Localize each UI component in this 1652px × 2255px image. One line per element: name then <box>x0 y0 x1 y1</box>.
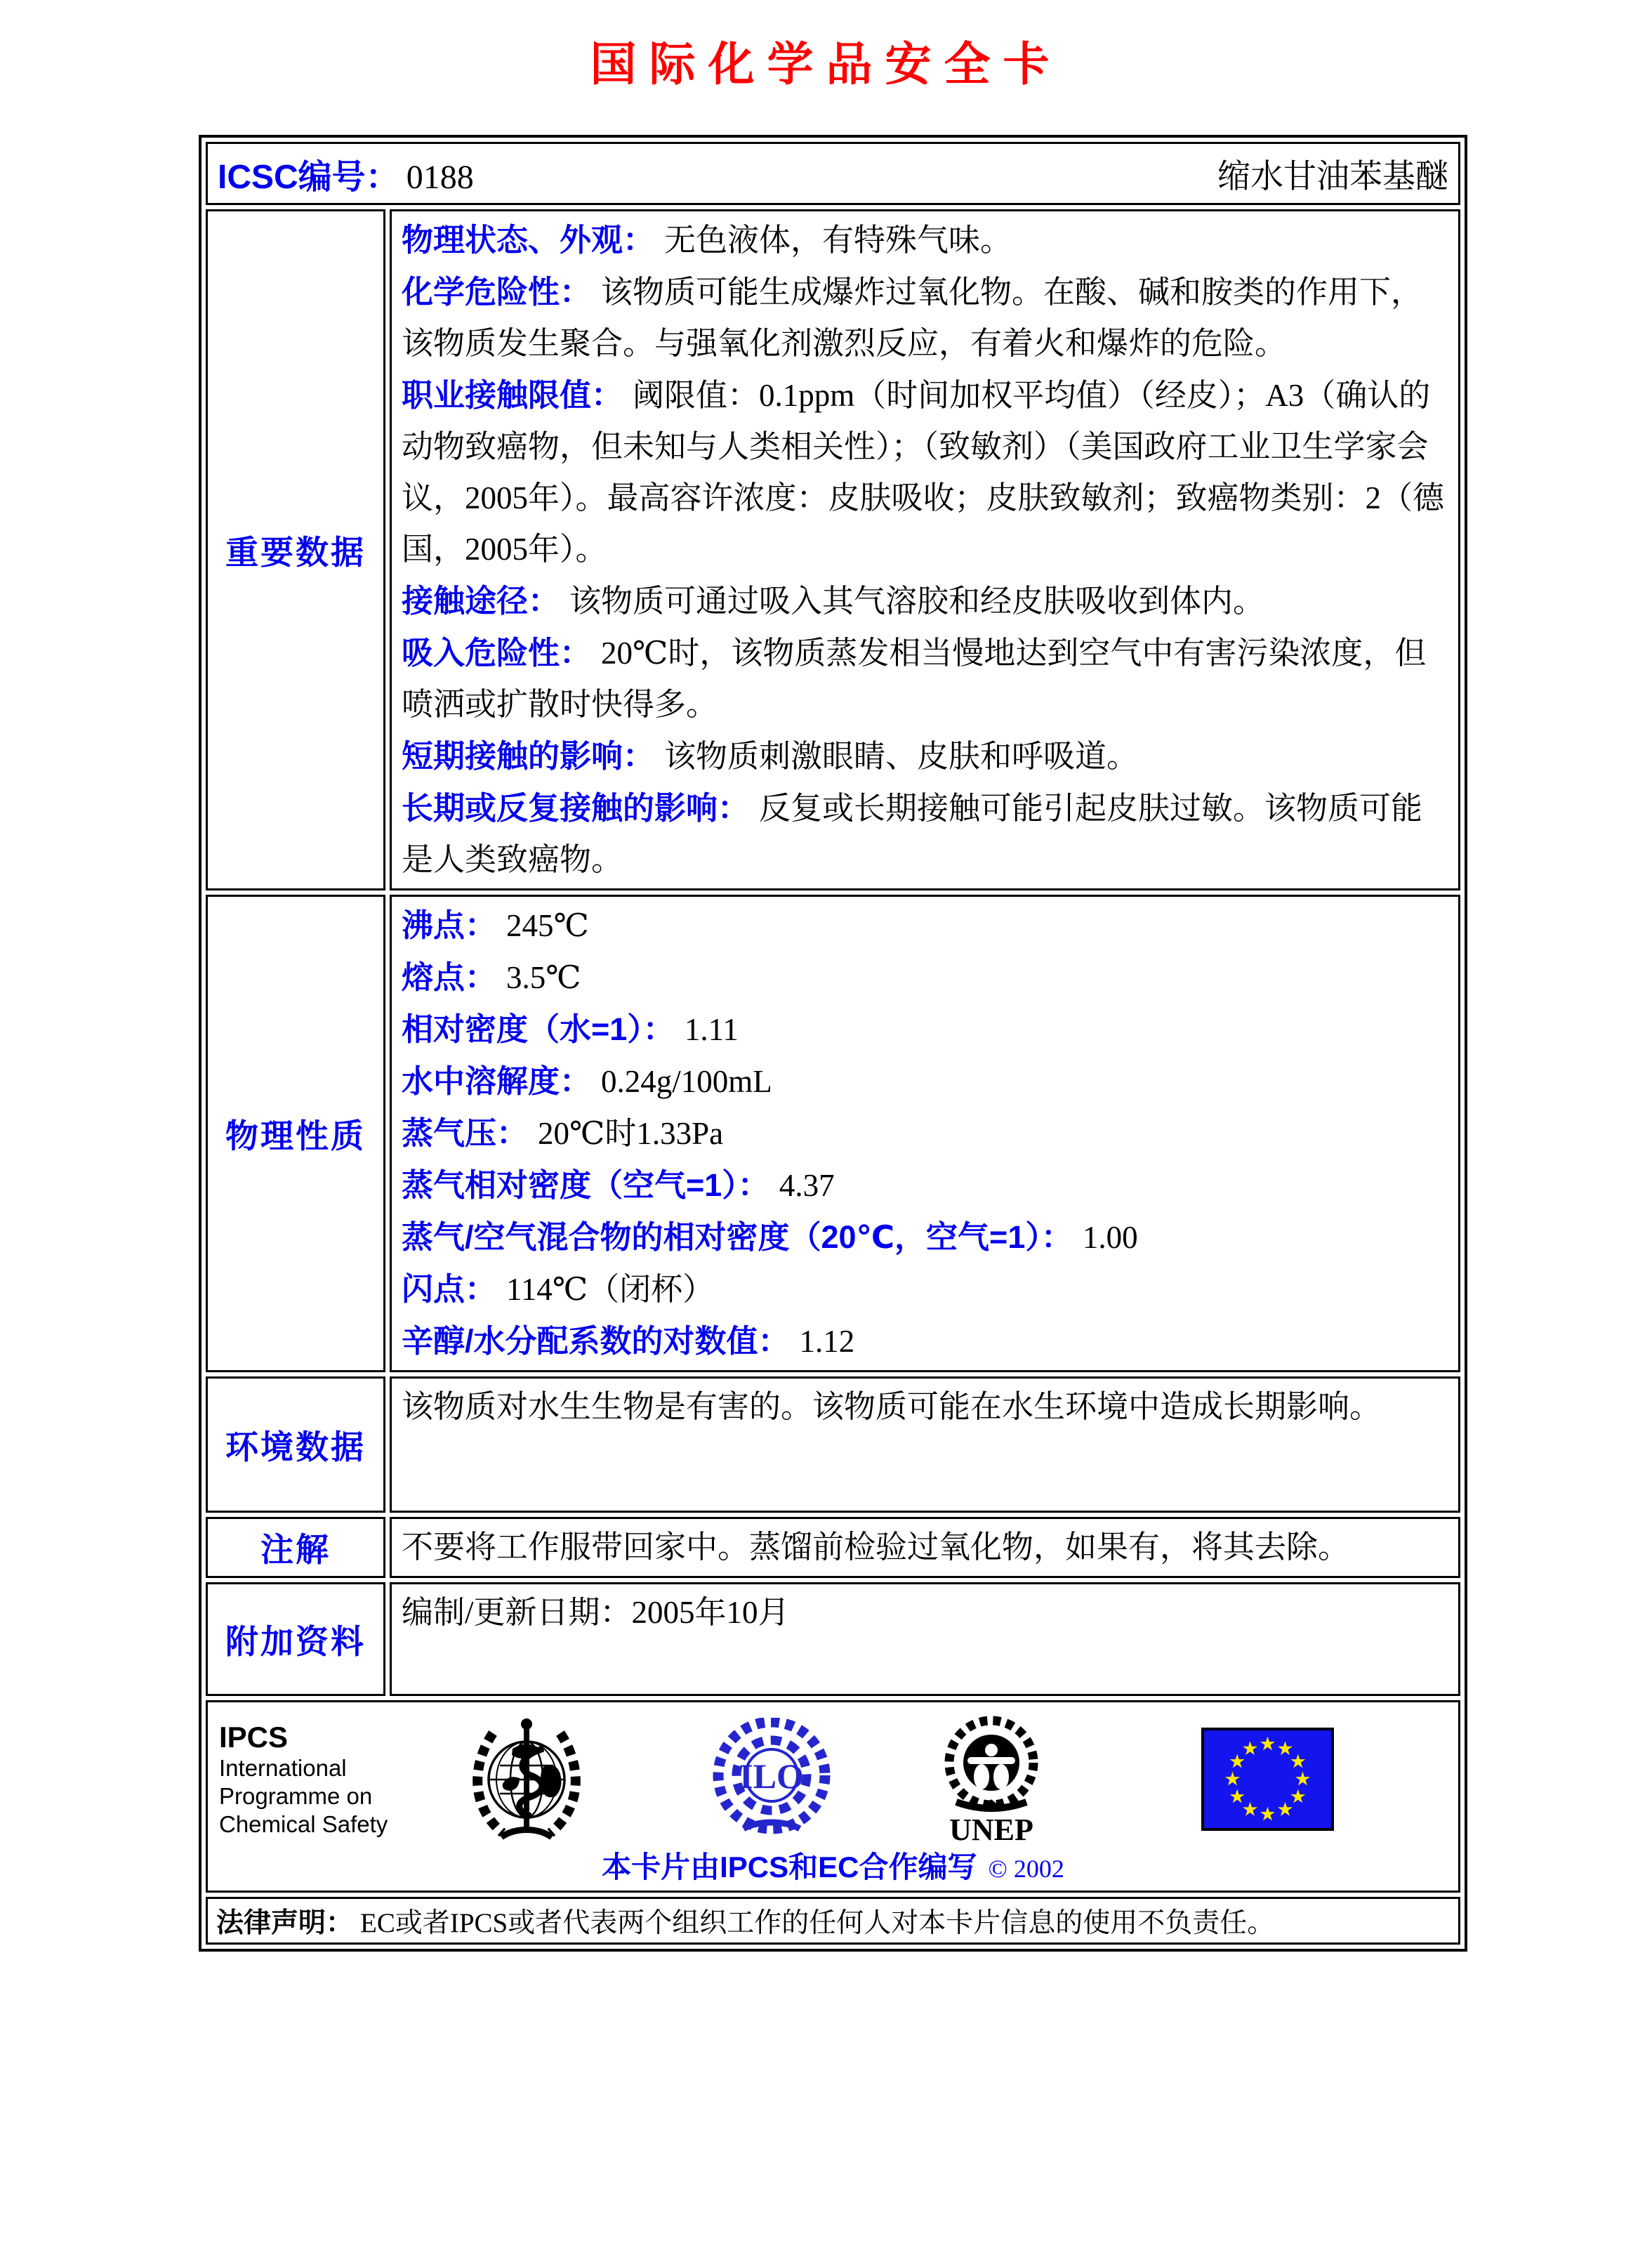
section-row-physical-properties <box>206 895 1460 1372</box>
ipcs-text-block <box>219 1721 388 1839</box>
row-label-additional-information: 附加资料 <box>206 1582 385 1696</box>
field-label: 接触途径： <box>402 583 560 619</box>
important-item <box>402 214 1448 266</box>
ilo-label: ILO <box>739 1756 804 1796</box>
ipcs-line: Chemical Safety <box>219 1811 388 1837</box>
field-label: 物理状态、外观： <box>402 222 655 258</box>
field-text: 20℃时1.33Pa <box>538 1116 724 1151</box>
icsc-card-table <box>199 135 1467 1952</box>
field-label: 短期接触的影响： <box>402 738 655 774</box>
section-row-important-data <box>206 209 1460 890</box>
header-row <box>206 142 1460 205</box>
environmental-data-content: 该物质对水生生物是有害的。该物质可能在水生环境中造成长期影响。 <box>390 1376 1460 1513</box>
property-item <box>402 1159 1448 1211</box>
field-label: 闪点： <box>402 1271 497 1307</box>
property-item <box>402 900 1448 952</box>
important-item <box>402 730 1448 782</box>
important-item <box>402 627 1448 730</box>
field-text: 无色液体，有特殊气味。 <box>664 223 1012 258</box>
field-text: 245℃ <box>506 908 589 943</box>
ipcs-line: Programme on <box>219 1783 373 1809</box>
property-item <box>402 1056 1448 1107</box>
field-label: 化学危险性： <box>402 274 592 310</box>
property-item <box>402 1107 1448 1159</box>
row-label-physical-properties: 物理性质 <box>206 895 385 1372</box>
field-text: 1.12 <box>799 1324 855 1359</box>
row-label-notes: 注解 <box>206 1517 385 1578</box>
important-item <box>402 369 1448 575</box>
important-item <box>402 782 1448 886</box>
important-item <box>402 575 1448 627</box>
credit-text: 本卡片由IPCS和EC合作编写 <box>602 1850 977 1883</box>
property-item <box>402 1004 1448 1056</box>
field-text: 1.11 <box>684 1012 739 1047</box>
property-item <box>402 952 1448 1004</box>
eu-flag-icon <box>1201 1728 1334 1834</box>
field-text: 反复或长期接触可能引起皮肤过敏。该物质可能是人类致癌物。 <box>402 791 1423 877</box>
unep-label: UNEP <box>949 1813 1033 1847</box>
section-row-notes <box>206 1517 1460 1578</box>
field-label: 熔点： <box>402 959 497 995</box>
legal-row <box>206 1897 1460 1945</box>
page-title: 国际化学品安全卡 <box>590 39 1062 91</box>
field-text: 3.5℃ <box>506 960 581 995</box>
row-label-environmental-data: 环境数据 <box>206 1376 385 1513</box>
field-label: 长期或反复接触的影响： <box>402 790 750 826</box>
legal-text: EC或者IPCS或者代表两个组织工作的任何人对本卡片信息的使用不负责任。 <box>360 1908 1275 1938</box>
additional-information-content: 编制/更新日期：2005年10月 <box>390 1582 1460 1696</box>
section-row-additional-information <box>206 1582 1460 1696</box>
field-label: 水中溶解度： <box>402 1063 592 1099</box>
field-label: 职业接触限值： <box>402 377 623 413</box>
field-text: 1.00 <box>1082 1220 1138 1255</box>
ipcs-acronym: IPCS <box>219 1721 289 1754</box>
important-item <box>402 266 1448 369</box>
legal-label: 法律声明： <box>216 1908 354 1938</box>
credit-line <box>208 1844 1458 1886</box>
field-text: 该物质刺激眼睛、皮肤和呼吸道。 <box>664 739 1139 774</box>
notes-content: 不要将工作服带回家中。蒸馏前检验过氧化物，如果有，将其去除。 <box>390 1517 1460 1578</box>
field-text: 4.37 <box>779 1168 835 1203</box>
field-text: 该物质可通过吸入其气溶胶和经皮肤吸收到体内。 <box>569 584 1265 619</box>
field-label: 辛醇/水分配系数的对数值： <box>402 1323 790 1359</box>
ilo-logo-icon <box>708 1718 835 1842</box>
icsc-number-label: ICSC编号： <box>218 158 399 196</box>
who-logo-icon <box>466 1712 587 1846</box>
important-data-content <box>390 209 1460 890</box>
row-label-important-data: 重要数据 <box>206 209 385 890</box>
field-label: 相对密度（水=1）： <box>402 1011 675 1047</box>
field-text: 该物质可能生成爆炸过氧化物。在酸、碱和胺类的作用下，该物质发生聚合。与强氧化剂激烈反应，有着火和爆炸的危险。 <box>402 275 1423 361</box>
field-label: 蒸气/空气混合物的相对密度（20℃，空气=1）： <box>402 1219 1073 1255</box>
footer-row <box>206 1700 1460 1893</box>
field-text: 20℃时，该物质蒸发相当慢地达到空气中有害污染浓度，但喷洒或扩散时快得多。 <box>402 636 1427 722</box>
copyright-text: © 2002 <box>988 1855 1064 1883</box>
ipcs-line: International <box>219 1755 347 1781</box>
unep-logo-icon <box>931 1712 1052 1850</box>
property-item <box>402 1315 1448 1367</box>
chemical-name: 缩水甘油苯基醚 <box>1217 158 1448 195</box>
physical-properties-content <box>390 895 1460 1372</box>
field-text: 114℃（闭杯） <box>506 1272 715 1307</box>
field-text: 阈限值：0.1ppm（时间加权平均值）（经皮）；A3（确认的动物致癌物，但未知与人类相关性）；（致敏剂）（美国政府工业卫生学家会议，2005年）。最高容许浓度：皮肤吸收；皮肤致敏剂；致癌物类别：2（德国，2005年）。 <box>402 378 1445 567</box>
icsc-number-value: 0188 <box>406 158 474 196</box>
field-label: 吸入危险性： <box>402 635 592 671</box>
field-label: 沸点： <box>402 907 497 943</box>
icsc-number-group <box>218 150 474 198</box>
section-row-environmental-data <box>206 1376 1460 1513</box>
field-label: 蒸气压： <box>402 1115 529 1151</box>
property-item <box>402 1263 1448 1315</box>
field-label: 蒸气相对密度（空气=1）： <box>402 1167 769 1203</box>
property-item <box>402 1211 1448 1263</box>
field-text: 0.24g/100mL <box>601 1064 772 1099</box>
